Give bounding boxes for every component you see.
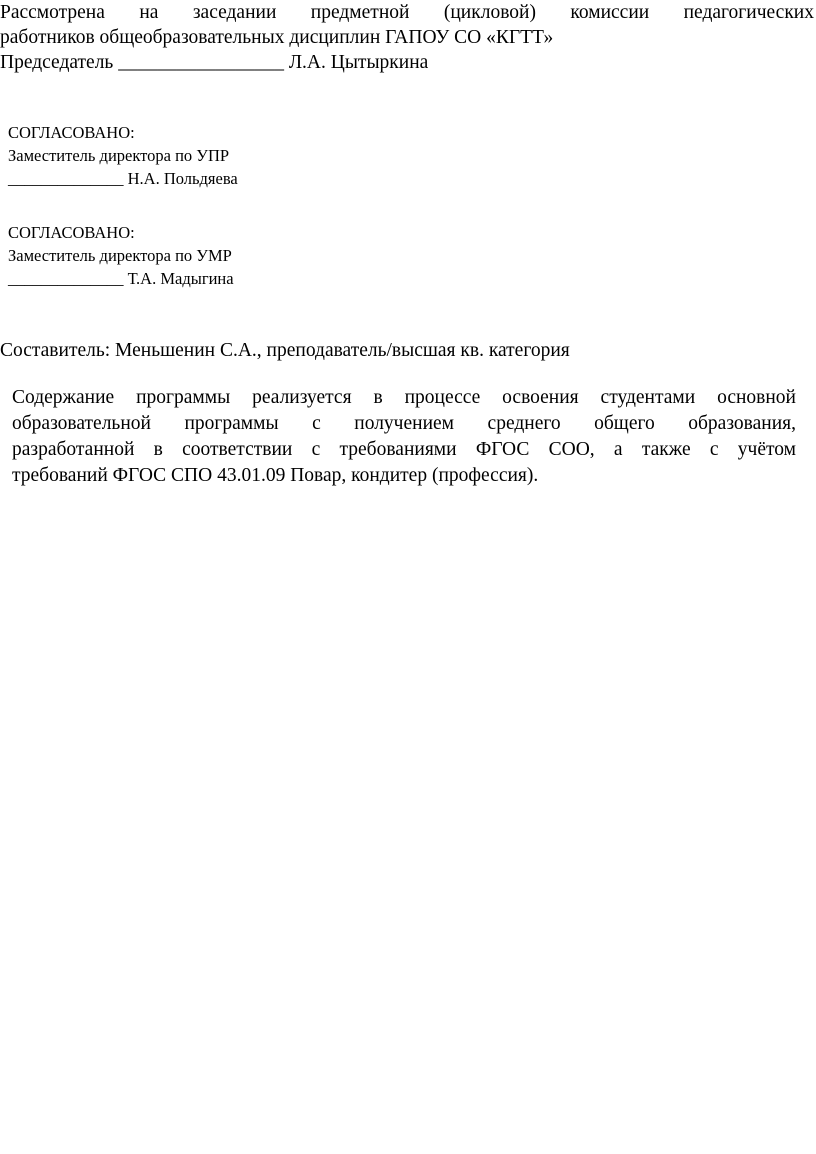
approval-block-umr <box>8 221 234 290</box>
commission-header <box>0 0 814 75</box>
approval-signature: ______________ Т.А. Мадыгина <box>8 269 234 288</box>
chair-signature-line: Председатель _________________ Л.А. Цытыркина <box>0 52 429 73</box>
program-description <box>12 385 796 489</box>
compiler-line: Составитель: Меньшенин С.А., преподаватель/высшая кв. категория <box>0 340 570 361</box>
commission-line-1: Рассмотрена на заседании предметной (цикловой) комиссии педагогических <box>0 2 814 23</box>
description-line-1: Содержание программы реализуется в процессе освоения студентами основной <box>12 387 796 408</box>
approval-status: СОГЛАСОВАНО: <box>8 223 135 242</box>
commission-line-2: работников общеобразовательных дисциплин ГАПОУ СО «КГТТ» <box>0 27 554 48</box>
approval-position: Заместитель директора по УПР <box>8 146 230 165</box>
description-line-3: разработанной в соответствии с требованиями ФГОС СОО, а также с учётом <box>12 439 796 460</box>
description-line-2: образовательной программы с получением среднего общего образования, <box>12 413 796 434</box>
approval-status: СОГЛАСОВАНО: <box>8 123 135 142</box>
approval-block-upr <box>8 121 238 190</box>
approval-position: Заместитель директора по УМР <box>8 246 232 265</box>
description-line-4: требований ФГОС СПО 43.01.09 Повар, кондитер (профессия). <box>12 465 539 486</box>
approval-signature: ______________ Н.А. Польдяева <box>8 169 238 188</box>
